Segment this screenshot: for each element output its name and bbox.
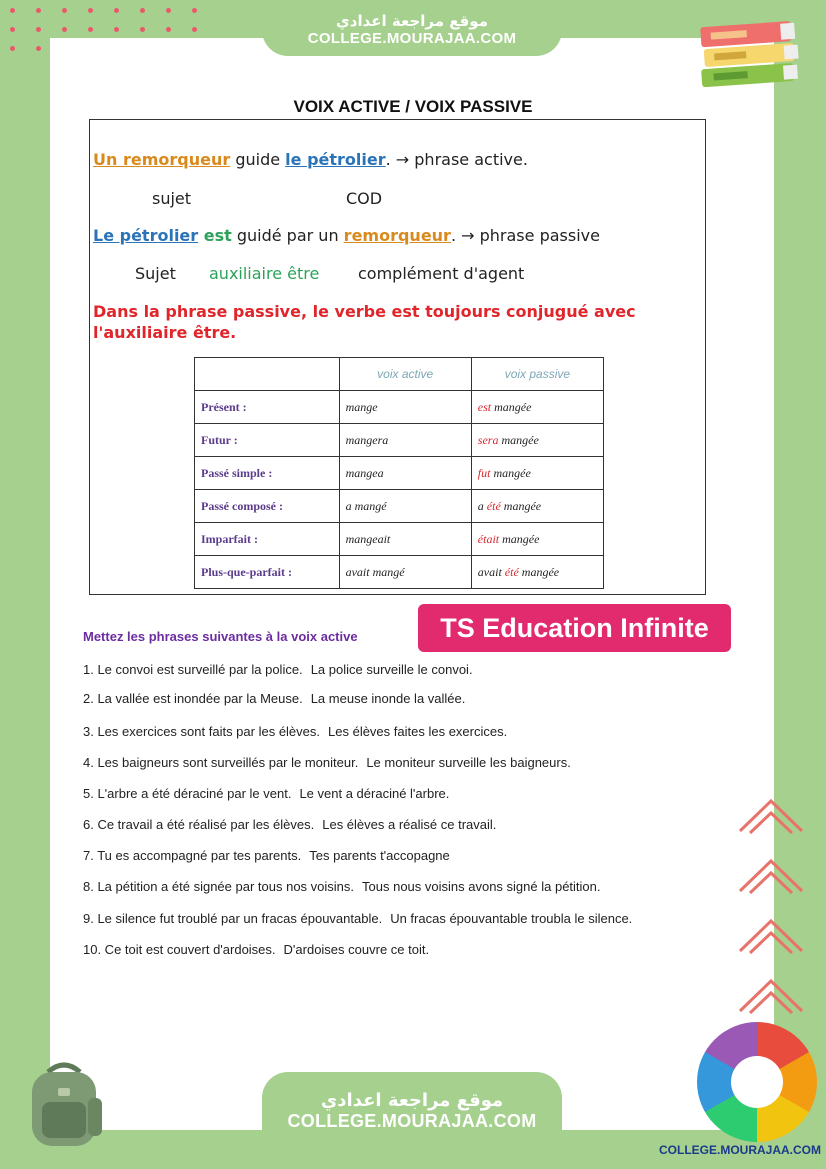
active-verb: guide [230, 150, 286, 169]
passive-cell: est mangée [471, 391, 603, 424]
college-logo [697, 1022, 817, 1142]
exercise-answer: Tous nous voisins avons signé la pétition. [362, 879, 601, 894]
table-row [195, 457, 604, 490]
table-row [195, 523, 604, 556]
table-row [195, 490, 604, 523]
chevron-up-icon [736, 795, 806, 835]
passive-cell: a été mangée [471, 490, 603, 523]
exercise-answer: D'ardoises couvre ce toit. [283, 942, 430, 957]
active-sentence [93, 150, 528, 169]
active-cod: le pétrolier [285, 150, 386, 169]
label-sujet: sujet [152, 189, 192, 208]
active-cell: mange [339, 391, 471, 424]
exercise-title: Mettez les phrases suivantes à la voix active [83, 629, 358, 644]
exercise-item: 2. La vallée est inondée par la Meuse. La meuse inonde la vallée. [83, 691, 466, 706]
chevron-up-icon [736, 975, 806, 1015]
header-voix-passive: voix passive [471, 358, 603, 391]
ts-education-badge: TS Education Infinite [418, 604, 731, 652]
exercise-answer: La meuse inonde la vallée. [310, 691, 466, 706]
header-voix-active: voix active [339, 358, 471, 391]
tense-cell: Futur : [195, 424, 340, 457]
passive-cell: était mangée [471, 523, 603, 556]
books-icon [694, 12, 804, 92]
exercise-item: 7. Tu es accompagné par tes parents. Tes parents t'accopagne [83, 848, 450, 863]
table-row [195, 424, 604, 457]
label-auxiliaire: auxiliaire être [209, 264, 320, 283]
active-cell: mangeait [339, 523, 471, 556]
exercise-item: 5. L'arbre a été déraciné par le vent. Le vent a déraciné l'arbre. [83, 786, 450, 801]
exercise-answer: Le vent a déraciné l'arbre. [299, 786, 450, 801]
active-subject: Un remorqueur [93, 150, 231, 169]
passive-tail: . → phrase passive [450, 226, 600, 245]
exercise-item: 8. La pétition a été signée par tous nos voisins. Tous nous voisins avons signé la pétition. [83, 879, 601, 894]
logo-caption: COLLEGE.MOURAJAA.COM [659, 1143, 821, 1157]
site-url[interactable]: COLLEGE.MOURAJAA.COM [287, 1111, 537, 1131]
label-passive-sujet: Sujet [135, 264, 176, 283]
passive-agent: remorqueur [343, 226, 451, 245]
exercise-item: 1. Le convoi est surveillé par la police. La police surveille le convoi. [83, 662, 473, 677]
passive-sentence [93, 226, 600, 245]
chevron-up-icon [736, 915, 806, 955]
exercise-answer: Le moniteur surveille les baigneurs. [366, 755, 571, 770]
tense-cell: Passé composé : [195, 490, 340, 523]
exercise-answer: Tes parents t'accopagne [309, 848, 450, 863]
passive-verb: guidé par un [231, 226, 344, 245]
tense-cell: Imparfait : [195, 523, 340, 556]
tense-cell: Passé simple : [195, 457, 340, 490]
site-banner-bottom [262, 1072, 562, 1147]
exercise-item: 3. Les exercices sont faits par les élèves. Les élèves faites les exercices. [83, 724, 508, 739]
exercise-item: 10. Ce toit est couvert d'ardoises. D'ardoises couvre ce toit. [83, 942, 430, 957]
tense-cell: Présent : [195, 391, 340, 424]
site-url[interactable]: COLLEGE.MOURAJAA.COM [307, 30, 517, 47]
conjugation-table [194, 357, 604, 589]
site-banner-top [262, 6, 562, 56]
exercise-answer: La police surveille le convoi. [310, 662, 473, 677]
exercise-item: 9. Le silence fut troublé par un fracas épouvantable. Un fracas épouvantable troubla le silence. [83, 911, 633, 926]
tense-cell: Plus-que-parfait : [195, 556, 340, 589]
label-cod: COD [346, 189, 383, 208]
table-row [195, 556, 604, 589]
chevron-up-icon [736, 855, 806, 895]
grammar-rule: Dans la phrase passive, le verbe est toujours conjugué avec l'auxiliaire être. [93, 302, 636, 342]
active-cell: avait mangé [339, 556, 471, 589]
passive-cell: avait été mangée [471, 556, 603, 589]
exercise-answer: Les élèves a réalisé ce travail. [322, 817, 497, 832]
exercise-answer: Les élèves faites les exercices. [328, 724, 508, 739]
passive-cell: sera mangée [471, 424, 603, 457]
passive-aux: est [198, 226, 232, 245]
site-arabic-name: موقع مراجعة اعدادي [320, 1090, 504, 1111]
header-empty [195, 358, 340, 391]
table-header-row [195, 358, 604, 391]
site-arabic-name: موقع مراجعة اعدادي [336, 12, 488, 30]
active-cell: mangera [339, 424, 471, 457]
passive-subject: Le pétrolier [93, 226, 199, 245]
page-title: VOIX ACTIVE / VOIX PASSIVE [293, 97, 533, 116]
active-cell: a mangé [339, 490, 471, 523]
active-tail: . → phrase active. [385, 150, 528, 169]
exercise-item: 6. Ce travail a été réalisé par les élèves. Les élèves a réalisé ce travail. [83, 817, 497, 832]
label-complement-agent: complément d'agent [358, 264, 525, 283]
backpack-icon [18, 1058, 110, 1148]
exercise-item: 4. Les baigneurs sont surveillés par le moniteur. Le moniteur surveille les baigneurs. [83, 755, 571, 770]
active-cell: mangea [339, 457, 471, 490]
exercise-answer: Un fracas épouvantable troubla le silence. [390, 911, 633, 926]
passive-cell: fut mangée [471, 457, 603, 490]
table-row [195, 391, 604, 424]
